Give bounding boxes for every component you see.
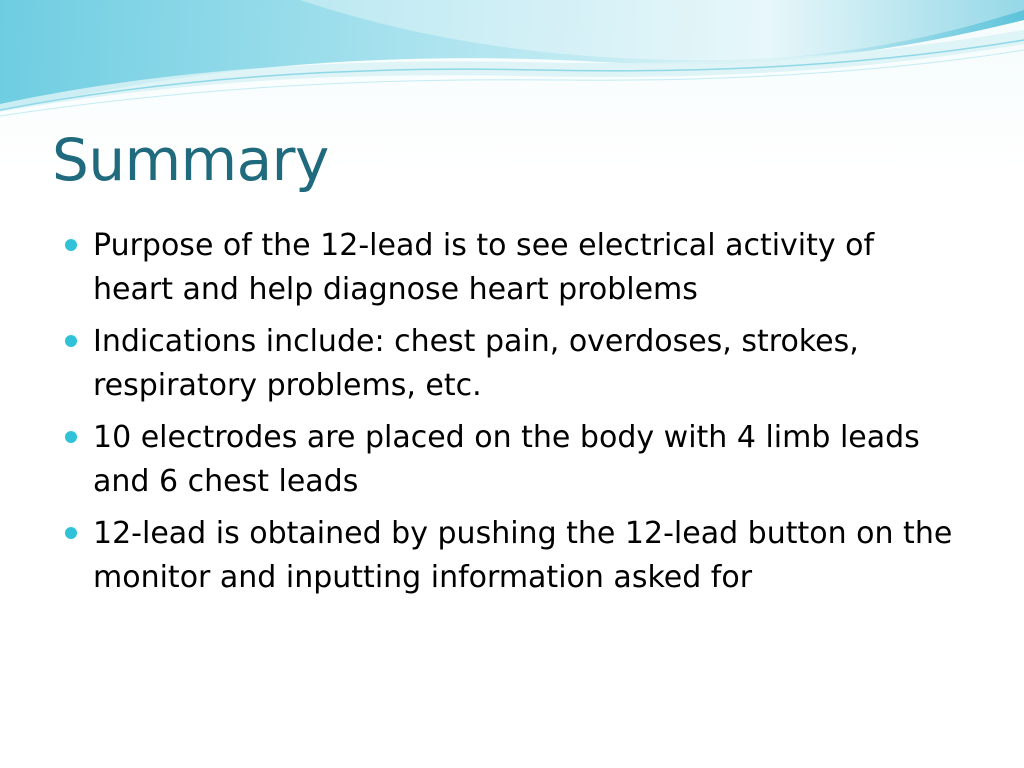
bullet-item <box>62 224 962 312</box>
bullet-dot-icon <box>65 335 77 347</box>
bullet-item <box>62 512 962 600</box>
bullet-text: Indications include: chest pain, overdoses, strokes, respiratory problems, etc. <box>93 324 859 403</box>
bullet-text: 12-lead is obtained by pushing the 12-lead button on the monitor and inputting information asked for <box>93 516 953 595</box>
bullet-dot-icon <box>65 239 77 251</box>
bullet-text: 10 electrodes are placed on the body with 4 limb leads and 6 chest leads <box>93 420 920 499</box>
header-wave-decoration <box>0 0 1024 120</box>
slide-title: Summary <box>52 126 329 194</box>
bullet-list <box>62 224 962 608</box>
bullet-text: Purpose of the 12-lead is to see electrical activity of heart and help diagnose heart problems <box>93 228 875 307</box>
bullet-item <box>62 320 962 408</box>
bullet-dot-icon <box>65 527 77 539</box>
bullet-dot-icon <box>65 431 77 443</box>
bullet-item <box>62 416 962 504</box>
